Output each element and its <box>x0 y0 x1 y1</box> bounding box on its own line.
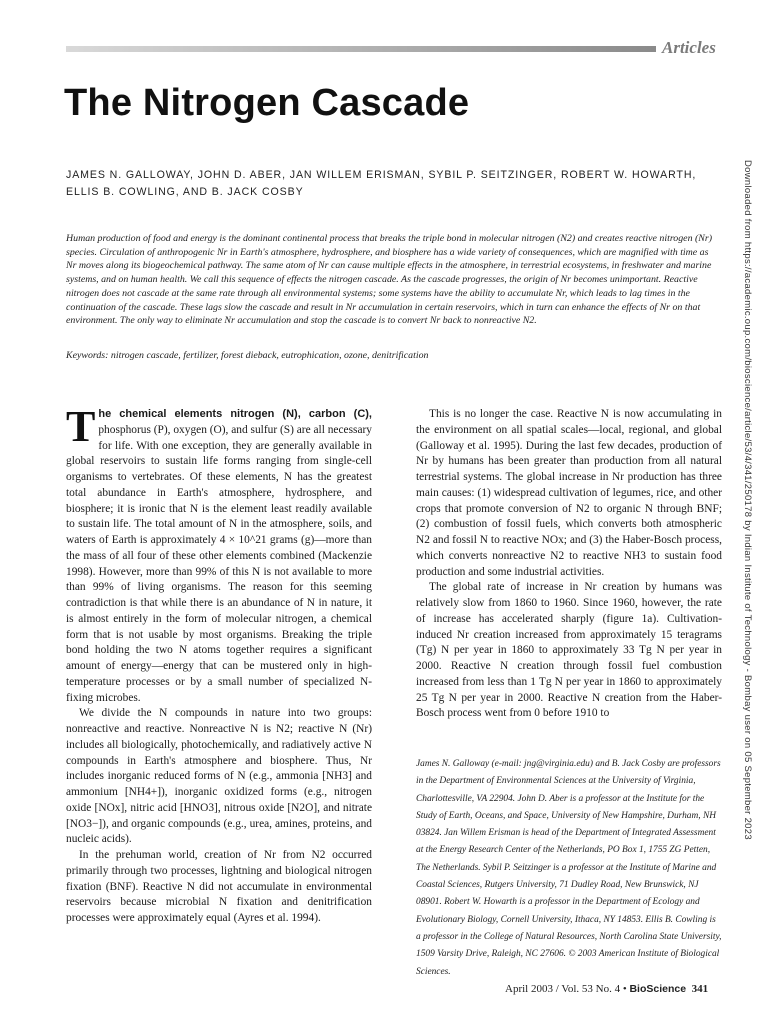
keywords: Keywords: nitrogen cascade, fertilizer, forest dieback, eutrophication, ozone, denitrification <box>66 350 429 361</box>
section-label: Articles <box>662 38 716 57</box>
download-watermark: Downloaded from https://academic.oup.com/bioscience/article/53/4/341/250178 by Indian Institute of Technology - Bombay user on 05 September 2023 <box>742 160 753 840</box>
abstract: Human production of food and energy is the dominant continental process that breaks the triple bond in molecular nitrogen (N2) and creates reactive nitrogen (Nr) species. Circulation of anthropogenic Nr in Earth's atmosphere, hydrosphere, and biosphere has a wide variety of consequences, which are magnified with time as Nr moves along its biogeochemical pathway. The same atom of Nr can cause multiple effects in the atmosphere, in terrestrial ecosystems, in freshwater and marine systems, and on human health. We call this sequence of effects the nitrogen cascade. As the cascade progresses, the origin of Nr becomes unimportant. Reactive nitrogen does not cascade at the same rate through all environmental systems; some systems have the ability to accumulate Nr, which leads to lag times in the continuation of the cascade. These lags slow the cascade and result in Nr accumulation in certain reservoirs, which in turn can enhance the effects of Nr on that environment. The only way to eliminate Nr accumulation and stop the cascade is to convert Nr back to nonreactive N2. <box>66 233 712 327</box>
article-title: The Nitrogen Cascade <box>64 82 470 124</box>
issue-info: April 2003 / Vol. 53 No. 4 • <box>505 983 630 995</box>
journal-name: BioScience <box>629 983 687 995</box>
drop-cap: T <box>66 402 96 451</box>
lead-in: he chemical elements nitrogen (N), carbon (C), <box>98 408 372 420</box>
author-list <box>66 167 706 201</box>
body-paragraph: We divide the N compounds in nature into two groups: nonreactive and reactive. Nonreactive N is N2; reactive N (Nr) includes all biologically, photochemically, and radiatively active N compounds in Earth's atmosphere and biosphere. Thus, Nr includes inorganic reduced forms of N (e.g., ammonia [NH3] and ammonium [NH4+]), inorganic oxidized forms (e.g., nitrogen oxide [NOx], nitric acid [HNO3], nitrous oxide [N2O], and nitrate [NO3−]), and organic compounds (e.g., urea, amines, proteins, and nucleic acids). <box>66 707 372 846</box>
body-paragraph: In the prehuman world, creation of Nr from N2 occurred primarily through two processes, lightning and biological nitrogen fixation (BNF). Reactive N did not accumulate in environmental reservoirs because microbial N fixation and denitrification processes were approximately equal (Ayres et al. 1994). <box>66 849 372 924</box>
body-column-left <box>66 402 372 927</box>
body-paragraph <box>66 402 372 706</box>
author-line: ELLIS B. COWLING, AND B. JACK COSBY <box>66 186 304 198</box>
page-number: 341 <box>691 983 709 995</box>
section-header-bar <box>66 46 656 52</box>
body-paragraph: The global rate of increase in Nr creation by humans was relatively slow from 1860 to 1960. Since 1960, however, the rate of increase has accelerated sharply (figure 1a). Cultivation-induced Nr creation increased from approximately 15 teragrams (Tg) N per year in 1860 to approximately 33 Tg N per year in 2000. Reactive N creation through fossil fuel combustion increased from less than 1 Tg N per year in 1860 to approximately 25 Tg N per year in 2000. Reactive N creation from the Haber-Bosch process went from 0 before 1910 to <box>416 581 722 720</box>
body-column-right <box>416 407 722 722</box>
author-affiliations: James N. Galloway (e-mail: jng@virginia.edu) and B. Jack Cosby are professors in the Department of Environmental Sciences at the University of Virginia, Charlottesville, VA 22904. John D. Aber is a professor at the Institute for the Study of Earth, Oceans, and Space, University of New Hampshire, Durham, NH 03824. Jan Willem Erisman is head of the Department of Integrated Assessment at the Energy Research Center of the Netherlands, PO Box 1, 1755 ZG Petten, The Netherlands. Sybil P. Seitzinger is a professor at the Institute of Marine and Coastal Sciences, Rutgers University, 71 Dudley Road, New Brunswick, NJ 08901. Robert W. Howarth is a professor in the Department of Ecology and Evolutionary Biology, Cornell University, Ithaca, NY 14853. Ellis B. Cowling is a professor in the College of Natural Resources, North Carolina State University, 1509 Varsity Drive, Raleigh, NC 27606. © 2003 American Institute of Biological Sciences. <box>416 759 722 977</box>
paragraph-text: phosphorus (P), oxygen (O), and sulfur (S) are all necessary for life. With one exception, they are generally available in global reservoirs to sustain life forms ranging from single-cell organisms to vertebrates. Of these elements, N has the greatest total abundance in Earth's atmosphere, hydrosphere, and biosphere; it is ironic that N is the element least readily available to sustain life. The total amount of N in the atmosphere, soils, and waters of Earth is approximately 4 × 10^21 grams (g)—more than the mass of all four of these other elements combined (Mackenzie 1998). However, more than 99% of this N is not available to more than 99% of living organisms. The reason for this seeming contradiction is that while there is an abundance of N in nature, it is almost entirely in the form of molecular nitrogen, a chemical form that is not usable by most organisms. Breaking the triple bond holding the two N atoms together requires a significant amount of energy—energy that can be mustered only in high-temperature processes or by a small number of specialized N-fixing microbes. <box>66 423 372 704</box>
author-line: JAMES N. GALLOWAY, JOHN D. ABER, JAN WILLEM ERISMAN, SYBIL P. SEITZINGER, ROBERT W. HOWARTH, <box>66 169 697 181</box>
body-paragraph: This is no longer the case. Reactive N is now accumulating in the environment on all spatial scales—local, regional, and global (Galloway et al. 1995). During the last few decades, production of Nr by humans has been greater than production from all natural terrestrial systems. The global increase in Nr production has three main causes: (1) widespread cultivation of legumes, rice, and other crops that promote conversion of N2 to organic N through BNF; (2) combustion of fossil fuels, which converts both atmospheric N2 and fossil N to reactive NOx; and (3) the Haber-Bosch process, which converts nonreactive N2 to reactive NH3 to sustain food production and some industrial activities. <box>416 408 722 578</box>
page-footer <box>505 983 708 995</box>
